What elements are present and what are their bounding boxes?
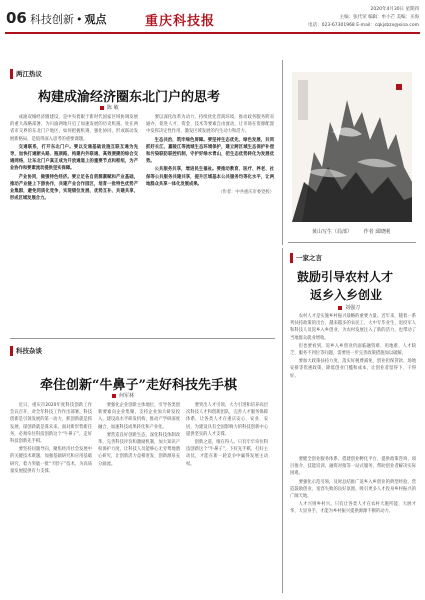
- masthead: [0, 0, 425, 38]
- section-title: 科技创新: [30, 13, 74, 26]
- section-name: 科技创新 • 观点: [30, 13, 107, 26]
- paragraph: 要强化企业创新主体地位，引导各类创新要素向企业集聚，支持企业加大研发投入，建设高水平研发机构，推动产学研深度融合，加速科技成果转化和产业化。: [98, 403, 180, 430]
- article3-column-1: [290, 313, 416, 453]
- tag-bar: [10, 69, 13, 79]
- paragraph: 要以深化改革为动力，持续优化营商环境，推动政务服务跨省通办，促进人才、资金、技术等要素自由流动，让市场在资源配置中发挥决定性作用，激发区域发展的内生动力和活力。: [146, 115, 274, 135]
- article1-headline: 构建成渝经济圈东北门户的思考: [38, 90, 221, 105]
- meta-editors: 主编：张代荣 编辑：牟小芒 美编：买海: [339, 15, 419, 20]
- article2-column-3: [186, 402, 268, 592]
- article3-column-2: [290, 456, 416, 592]
- tag-label: 一家之言: [296, 254, 322, 262]
- paragraph: 成渝双城经济圈建设，是中央着眼于新时代国家区域协调发展的重大战略部署，为川渝两地开启了加速发展的历史机遇。处在两省市交界的东北门户地区，如何把握机遇、强化协同，形成联动发展新格局，是值得深入思考的重要课题。: [10, 115, 138, 142]
- meta-contact: 电话：023-67301968 E-mail：cqkjsbzx@sina.com: [308, 23, 419, 28]
- paragraph: 农村人才是实施乡村振兴战略的重要力量。近年来，随着一系列扶持政策的出台，越来越多的农民工、大中专毕业生、退役军人和科技人员返乡入乡创业，为农村发展注入了新的活力，也带动了当地群众就业增收。: [290, 314, 416, 341]
- paragraph: 要加大政策扶持力度，落实好税费减免、创业担保贷款、场地安排等优惠政策，降低创业门槛和成本，让创业者留得下、干得好。: [290, 359, 416, 379]
- landscape-painting: [292, 72, 412, 222]
- tag-bar: [290, 253, 293, 263]
- byline-marker: [338, 306, 342, 310]
- caption-title: 黄山写生（局部）: [312, 229, 353, 235]
- column-divider: [282, 248, 283, 593]
- paragraph: 要健全创业服务体系，搭建创业孵化平台，提供政策咨询、项目推介、技能培训、融资对接等一站式服务，帮助创业者解决实际困难。: [290, 457, 416, 477]
- article1-column-1: [10, 114, 138, 334]
- caption-author: 作者 邱晓刚: [363, 229, 391, 235]
- paragraph: 要营造良好创新生态，深化科技体制改革，完善科技评价和激励机制，加大知识产权保护力度，让科技人员能够心无旁骛地潜心研究，让创新活力竞相迸发、创新源泉充分涌流。: [98, 432, 180, 467]
- paragraph: 生态共治，筑牢绿色屏障。要坚持生态优先、绿色发展，共同抓好长江、嘉陵江等流域生态环境保护，建立跨区域生态保护补偿和污染联防联控机制，守护好绿水青山，把生态优势转化为发展优势。: [146, 137, 274, 165]
- paragraph: 要强化示范引领，及时总结推广返乡入乡创业的典型经验，营造鼓励创业、宽容失败的良好氛围，吸引更多人才投身乡村振兴的广阔天地。: [290, 479, 416, 500]
- section-subtitle: 观点: [84, 13, 107, 26]
- column-divider: [282, 60, 283, 245]
- paragraph: 创新之道，唯在得人。只有牢牢牵住科技创新这个“牛鼻子”，下好先手棋、打好主动仗，才能在新一轮竞争中赢得发展主动权。: [186, 440, 268, 467]
- paragraph: 交通联系，打开东北门户。要以交通基础设施互联互通为先导，加快打通断头路、瓶颈路，构建内外联通、高效便捷的综合交通网络，让东北门户真正成为开放通道上的重要节点和枢纽，为产业协作和要素流动提供坚实保障。: [10, 144, 138, 172]
- article3-tag: [290, 252, 322, 263]
- section-divider: [288, 242, 416, 243]
- author-note: （作者：中共重庆市委党校）: [218, 190, 274, 196]
- article2-tag: [10, 345, 42, 356]
- article2-headline: 牵住创新“牛鼻子”走好科技先手棋: [40, 378, 237, 393]
- section-divider: [10, 338, 275, 339]
- newspaper-logo: 重庆科技报: [145, 14, 216, 29]
- painting-caption: [312, 228, 400, 235]
- paragraph: 公共服务共享，增进民生福祉。要推动教育、医疗、养老、社保等公共服务共建共享，提升区域基本公共服务均等化水平，让两地群众共享一体化发展成果。: [146, 167, 274, 187]
- paragraph: 人才兴则乡村兴。只有让各类人才在农村大施所能、大展才华、大显身手，才能为乡村振兴提供源源不断的动力。: [290, 502, 416, 515]
- paragraph: 但也要看到，返乡入乡创业仍面临融资难、用地难、人才缺乏、服务不到位等问题，需要进一步完善政策措施加以破解。: [290, 343, 416, 357]
- tag-label: 科技杂谈: [16, 347, 42, 355]
- article1-byline: [100, 104, 119, 111]
- masthead-meta: [304, 6, 419, 30]
- byline-author: 刘强刀: [345, 305, 361, 311]
- masthead-rule: [5, 32, 420, 34]
- byline-author: 何军林: [119, 393, 135, 399]
- byline-marker: [112, 394, 116, 398]
- tag-label: 两江热议: [16, 70, 42, 78]
- mountain-ink-painting-icon: [292, 72, 412, 222]
- paragraph: 要坚持问题导向，聚焦经济社会发展中的关键技术难题，加强基础研究和应用基础研究，着力突破一批“卡脖子”技术，为高质量发展提供有力支撑。: [10, 447, 92, 474]
- paragraph: 要突出人才引领，大力引进和培养高层次科技人才和创新团队，完善人才服务保障体系，让各类人才在重庆安心、安业、安居，为建设具有全国影响力的科技创新中心提供坚实的人才支撑。: [186, 403, 268, 437]
- article1-column-2: [146, 114, 274, 334]
- article2-column-2: [98, 402, 180, 592]
- meta-date: 2020年4月30日 星期四: [370, 7, 419, 12]
- paragraph: 近日，重庆市2020年度科技创新工作会议召开，对全年科技工作作出部署。科技创新是引领发展的第一动力，抓创新就是抓发展，谋创新就是谋未来。面对新形势新任务，必须牵住科技创新这个“牛鼻子”，走好科技创新先手棋。: [10, 403, 92, 445]
- page-number: 06: [6, 9, 27, 27]
- article3-headline-line1: 鼓励引导农村人才: [297, 270, 394, 284]
- article3-headline-line2: 返乡入乡创业: [310, 288, 383, 302]
- byline-marker: [100, 106, 104, 110]
- article1-tag: [10, 68, 42, 79]
- byline-author: 陈 敏: [107, 105, 119, 111]
- paragraph: 产业协同，做强特色经济。要立足各自资源禀赋和产业基础，推动产业链上下游协作，共建产业合作园区，培育一批特色优势产业集群，避免同质化竞争，实现错位发展、优势互补、共建共享，形成区域发展合力。: [10, 174, 138, 202]
- article2-column-1: [10, 402, 92, 592]
- article2-byline: [112, 392, 134, 399]
- article3-byline: [338, 304, 360, 311]
- tag-bar: [10, 346, 13, 356]
